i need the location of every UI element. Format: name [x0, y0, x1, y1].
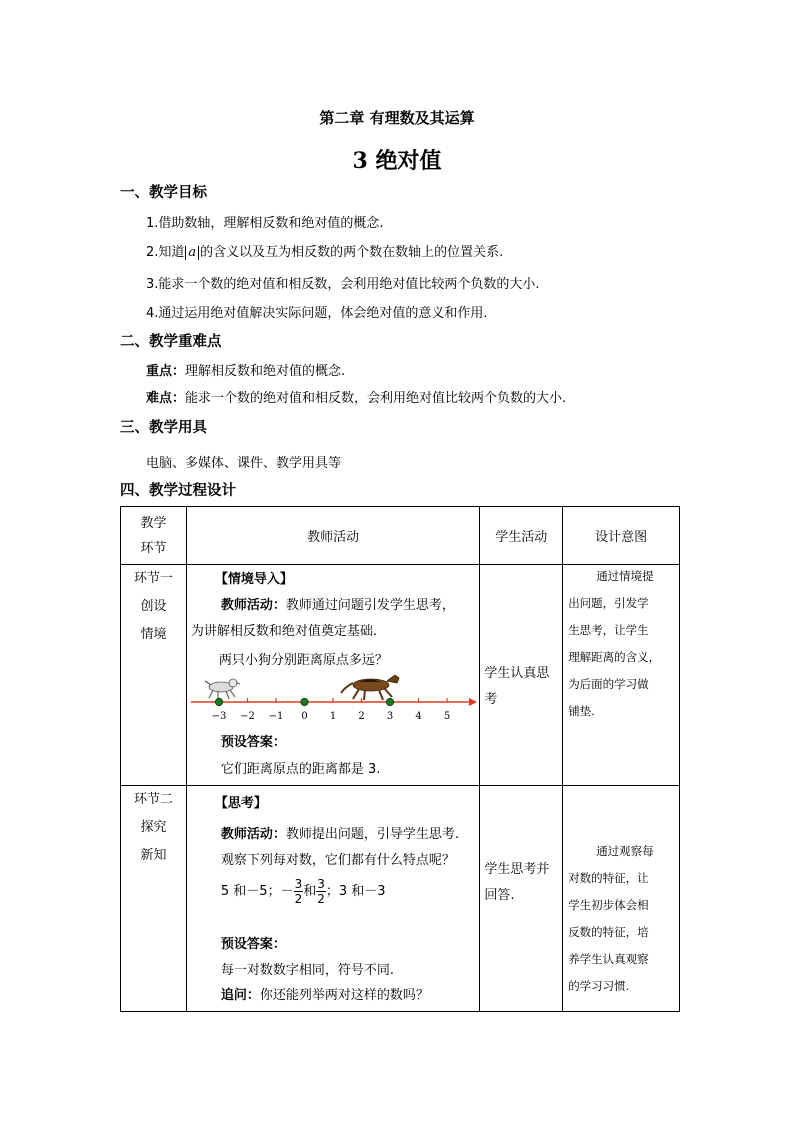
- number-line-point: [386, 698, 393, 705]
- row2-stage-line2: 探究: [140, 820, 167, 835]
- table-row: [121, 565, 680, 786]
- row2-teacher-line2: 观察下列每对数，它们都有什么特点呢？: [220, 853, 455, 868]
- table-header-row: [121, 507, 680, 565]
- difficulty-text: 能求一个数的绝对值和相反数，会利用绝对值比较两个负数的大小.: [185, 391, 567, 406]
- large-dog-icon: [341, 675, 399, 700]
- header-stage-line2: 环节: [140, 540, 167, 556]
- goal-item-4: 4.通过运用绝对值解决实际问题，体会绝对值的意义和作用.: [146, 306, 488, 321]
- number-line-tick-label: −1: [268, 711, 284, 722]
- row1-stage-line1: 环节一: [133, 571, 173, 586]
- row2-design-line: 养学生认真观察: [568, 952, 649, 966]
- number-line-tick-label: 5: [443, 711, 451, 722]
- row2-tag: 【思考】: [214, 796, 267, 811]
- goal-item-2-suffix: 的含义以及互为相反数的两个数在数轴上的位置关系.: [200, 245, 504, 260]
- row2-stage-line3: 新知: [140, 848, 167, 863]
- row2-design-line: 的学习习惯.: [568, 979, 630, 993]
- row1-design-line: 铺垫.: [568, 704, 595, 718]
- number-line-tick-label: 4: [415, 711, 422, 722]
- difficulty-label: 难点：: [146, 391, 186, 406]
- row2-design-line: 反数的特征，培: [568, 925, 649, 939]
- number-line-figure: [191, 675, 481, 723]
- number-line-tick-label: 1: [329, 711, 337, 722]
- focus-label: 重点：: [146, 364, 186, 379]
- row2-teacher: [186, 786, 479, 1012]
- goal-item-2: [146, 241, 503, 260]
- row1-design-line: 生思考，让学生: [568, 623, 649, 637]
- row1-student-line1: 学生认真思: [484, 666, 550, 681]
- row2-answer-label: 预设答案：: [220, 937, 286, 952]
- row1-question: 两只小狗分别距离原点多远？: [218, 653, 388, 668]
- row1-teacher-line1: [221, 594, 455, 613]
- row2-followup: [221, 984, 429, 1003]
- row2-pairs: [221, 877, 386, 906]
- tools-text: 电脑、多媒体、课件、教学用具等: [146, 456, 342, 471]
- number-line-point: [301, 698, 308, 705]
- focus-line: [146, 360, 345, 379]
- number-line-tick-label: 2: [358, 711, 365, 722]
- row2-student-line2: 回答.: [484, 888, 515, 903]
- row1-design-text: [568, 563, 676, 725]
- header-design: 设计意图: [563, 507, 680, 565]
- row2-design: [563, 786, 680, 1012]
- number-line-tick-label: 0: [301, 711, 308, 722]
- row2-followup-label: 追问：: [220, 988, 260, 1003]
- row1-answer-label: 预设答案：: [220, 735, 286, 750]
- absolute-value-symbol: a: [185, 246, 199, 260]
- difficulty-line: [146, 387, 566, 406]
- row1-tag: 【情境导入】: [214, 572, 293, 587]
- number-line-tick-label: −3: [211, 711, 227, 722]
- row2-student-line1: 学生思考并: [484, 862, 550, 877]
- row2-stage-line1: 环节二: [133, 792, 173, 807]
- row1-teacher-label: 教师活动：: [220, 598, 286, 613]
- row1-design: [563, 565, 680, 786]
- row2-teacher-text1: 教师提出问题，引导学生思考.: [285, 827, 460, 842]
- row2-pairs-b: 和: [303, 884, 317, 899]
- row2-pairs-a: 5 和－5；－: [220, 884, 294, 899]
- row1-design-line: 通过情境提: [596, 569, 654, 583]
- small-dog-icon: [205, 679, 240, 699]
- row2-followup-text: 你还能列举两对这样的数吗？: [259, 988, 429, 1003]
- frac-numerator: 3: [294, 877, 303, 891]
- row1-teacher: [186, 565, 479, 786]
- row2-teacher-label: 教师活动：: [220, 827, 286, 842]
- header-stage-line1: 教学: [140, 515, 167, 531]
- row2-design-line: 对数的特征，让: [568, 871, 649, 885]
- row1-student-text: [484, 661, 549, 713]
- frac-numerator: 3: [317, 877, 325, 891]
- header-student: 学生活动: [480, 507, 563, 565]
- row2-answer-text: 每一对数数字相同，符号不同.: [220, 963, 395, 978]
- section-heading-key-points: 二、教学重难点: [120, 334, 222, 350]
- frac-denominator: 2: [294, 892, 303, 906]
- number-line-tick-label: 3: [386, 711, 394, 722]
- row2-teacher-line1: [221, 823, 459, 842]
- row1-stage: [121, 565, 187, 786]
- row1-teacher-text1: 教师通过问题引发学生思考，: [285, 598, 455, 613]
- fraction-three-halves-negative: [294, 877, 304, 906]
- chapter-title: 第二章 有理数及其运算: [319, 109, 475, 127]
- focus-text: 理解相反数和绝对值的概念.: [185, 364, 346, 379]
- row1-design-line: 理解距离的含义，: [568, 650, 661, 664]
- section-heading-tools: 三、教学用具: [120, 420, 207, 436]
- process-table: [120, 506, 680, 1012]
- row2-stage: [121, 786, 187, 1012]
- row2-pairs-c: ；3 和－3: [325, 884, 386, 899]
- header-stage: [121, 507, 187, 565]
- number-line-tick-label: −2: [240, 711, 255, 722]
- goal-item-1: 1.借助数轴，理解相反数和绝对值的概念.: [146, 216, 384, 231]
- fraction-three-halves: [316, 877, 326, 906]
- row1-teacher-line2: 为讲解相反数和绝对值奠定基础.: [190, 624, 378, 639]
- header-teacher: 教师活动: [186, 507, 479, 565]
- row1-answer-text: 它们距离原点的距离都是 3.: [220, 762, 381, 777]
- row1-stage-line2: 创设: [140, 599, 167, 614]
- goal-item-2-prefix: 2.知道: [146, 245, 185, 260]
- row2-student-text: [484, 857, 549, 909]
- goal-item-3: 3.能求一个数的绝对值和相反数，会利用绝对值比较两个负数的大小.: [146, 277, 540, 292]
- row2-design-text: [568, 838, 676, 1000]
- row1-stage-line3: 情境: [140, 627, 167, 642]
- section-heading-goals: 一、教学目标: [120, 185, 207, 201]
- row2-design-line: 通过观察每: [596, 844, 654, 858]
- row1-design-line: 出问题，引发学: [568, 596, 649, 610]
- frac-denominator: 2: [317, 892, 325, 906]
- row1-design-line: 为后面的学习做: [568, 677, 649, 691]
- row2-student: [480, 786, 563, 1012]
- row1-student: [480, 565, 563, 786]
- row2-design-line: 学生初步体会相: [568, 898, 649, 912]
- number-line-point: [215, 698, 222, 705]
- lesson-title: 3 绝对值: [352, 148, 442, 174]
- section-heading-process: 四、教学过程设计: [120, 483, 236, 499]
- row1-student-line2: 考: [484, 692, 498, 707]
- table-row: [121, 786, 680, 1012]
